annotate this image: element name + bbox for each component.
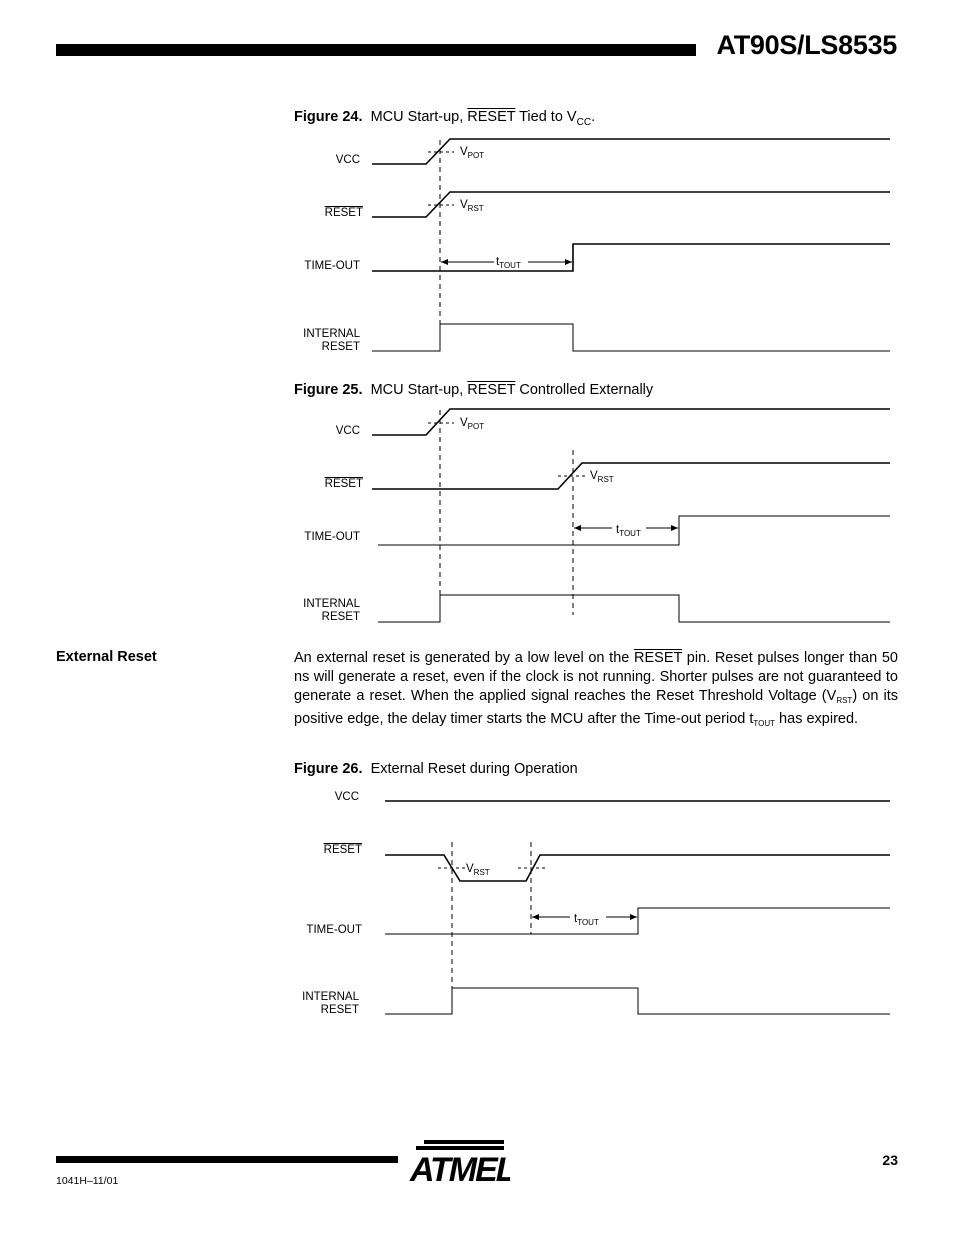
fig24-vcc-label: VCC (335, 154, 360, 166)
section-heading: External Reset (56, 649, 157, 665)
fig24-internal-line2: RESET (321, 341, 360, 353)
figure24-diagram (372, 139, 890, 351)
page-title: AT90S/LS8535 (716, 30, 897, 60)
fig24-vpot-label: $V_{POT}$ (460, 146, 485, 160)
figure24-caption-text2: Tied to V (515, 109, 577, 125)
figure26-diagram (385, 801, 890, 1014)
fig26-reset-text: RESET (323, 844, 362, 856)
figure24-caption-text: MCU Start-up, (370, 109, 468, 125)
fig25-internal-line1: INTERNAL (303, 598, 360, 610)
figure25-diagram (372, 409, 890, 622)
page-number: 23 (882, 1152, 898, 1168)
fig26-internal-reset-waveform (385, 988, 890, 1014)
figure24-caption-sub: CC (576, 116, 592, 128)
fig24-internal-reset-waveform (372, 324, 890, 351)
figure26-caption-text: External Reset during Operation (370, 761, 578, 777)
fig25-vrst-label: $V_{RST}$ (590, 470, 614, 484)
figure24-caption-reset: RESET (467, 109, 516, 125)
fig26-vcc-label: VCC (334, 791, 359, 803)
fig25-vcc-waveform (372, 409, 890, 435)
fig26-vrst-label: $V_{RST}$ (466, 863, 490, 877)
fig26-internal-line1: INTERNAL (302, 991, 359, 1003)
footer-rule (56, 1156, 398, 1163)
fig24-timeout-label: TIME-OUT (304, 260, 360, 272)
fig24-vcc-waveform (372, 139, 890, 164)
fig25-timeout-label: TIME-OUT (304, 531, 360, 543)
figure24-label: Figure 24. (294, 109, 363, 125)
fig26-reset-waveform (385, 855, 890, 881)
fig24-reset-text: RESET (324, 207, 363, 219)
fig25-reset-waveform (372, 463, 890, 489)
fig24-internal-line1: INTERNAL (303, 328, 360, 340)
fig26-timeout-label: TIME-OUT (306, 924, 362, 936)
fig24-vrst-label: $V_{RST}$ (460, 199, 484, 213)
fig26-internal-line2: RESET (320, 1004, 359, 1016)
figure26-label: Figure 26. (294, 761, 363, 777)
figure25-caption-text2: Controlled Externally (515, 382, 654, 398)
fig25-timeout-waveform (378, 516, 890, 545)
figure25-caption-reset: RESET (467, 382, 516, 398)
document-number: 1041H–11/01 (56, 1175, 119, 1187)
fig24-ttout-label: $t_{TOUT}$ (496, 256, 521, 270)
svg-text:ATMEL: ATMEL (410, 1151, 510, 1187)
figure25-label: Figure 25. (294, 382, 363, 398)
fig25-internal-line2: RESET (321, 611, 360, 623)
fig24-reset-waveform (372, 192, 890, 217)
fig26-timeout-waveform (385, 908, 890, 934)
atmel-logo (406, 1137, 510, 1192)
fig25-internal-reset-waveform (378, 595, 890, 622)
fig25-ttout-label: $t_{TOUT}$ (616, 524, 641, 538)
figure24-caption-end: . (591, 109, 596, 125)
fig25-vcc-label: VCC (335, 425, 360, 437)
fig26-ttout-label: $t_{TOUT}$ (574, 913, 599, 927)
figure25-caption-text: MCU Start-up, (370, 382, 468, 398)
fig25-reset-text: RESET (324, 478, 363, 490)
fig24-timeout-waveform (372, 244, 890, 271)
fig25-vpot-label: $V_{POT}$ (460, 417, 485, 431)
section-paragraph: An external reset is generated by a low level on the RESET pin. Reset pulses longer than 50 ns will generate a reset, even if the clock is not running. Shorter pulses are not guaranteed to generate a reset. When the applied signal reaches the Reset Threshold Voltage $(V_{RST})$ on its positive edge, the delay timer starts the MCU after the Time-out period $t_{TOUT}$ has expired. (294, 650, 898, 728)
